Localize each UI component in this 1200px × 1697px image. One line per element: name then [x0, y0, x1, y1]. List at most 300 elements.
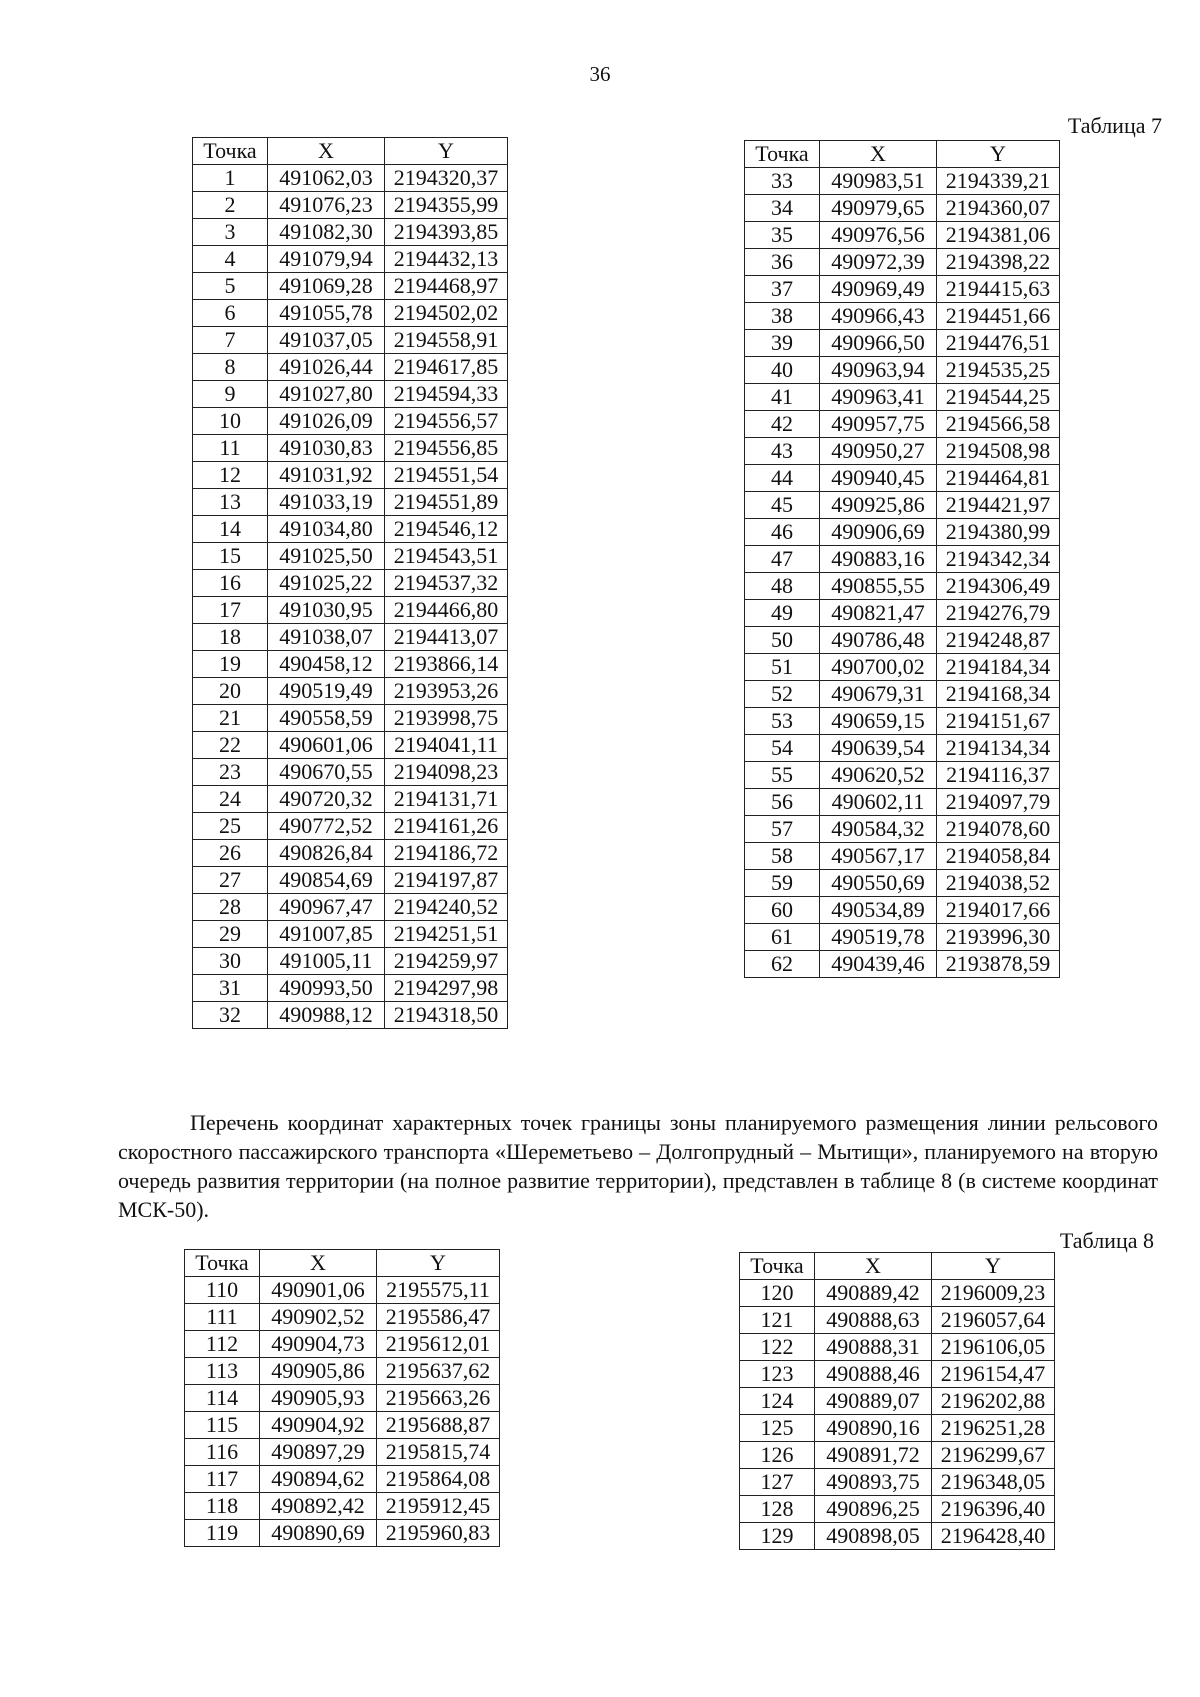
cell-point: 12	[193, 462, 268, 489]
cell-x: 490897,29	[260, 1439, 377, 1466]
cell-point: 34	[745, 195, 820, 222]
cell-point: 14	[193, 516, 268, 543]
table-row	[193, 543, 508, 570]
table-row	[185, 1385, 500, 1412]
table-row	[185, 1277, 500, 1304]
cell-x: 490901,06	[260, 1277, 377, 1304]
cell-x: 490966,43	[820, 303, 937, 330]
header-y: Y	[937, 141, 1060, 168]
cell-x: 490550,69	[820, 870, 937, 897]
cell-y: 2194161,26	[385, 813, 508, 840]
cell-point: 44	[745, 465, 820, 492]
header-y: Y	[377, 1250, 500, 1277]
header-x: X	[815, 1253, 932, 1280]
table-row	[193, 705, 508, 732]
cell-point: 30	[193, 948, 268, 975]
cell-y: 2194251,51	[385, 921, 508, 948]
cell-x: 490957,75	[820, 411, 937, 438]
header-y: Y	[932, 1253, 1055, 1280]
cell-y: 2194381,06	[937, 222, 1060, 249]
header-point: Точка	[740, 1253, 815, 1280]
table-row	[193, 624, 508, 651]
cell-y: 2196106,05	[932, 1334, 1055, 1361]
cell-x: 490906,69	[820, 519, 937, 546]
table-row	[740, 1496, 1055, 1523]
cell-y: 2195688,87	[377, 1412, 500, 1439]
cell-y: 2194466,80	[385, 597, 508, 624]
table-row	[193, 408, 508, 435]
cell-x: 491037,05	[268, 327, 385, 354]
cell-x: 491076,23	[268, 192, 385, 219]
cell-y: 2194116,37	[937, 762, 1060, 789]
cell-x: 490458,12	[268, 651, 385, 678]
table-row	[745, 249, 1060, 276]
cell-point: 17	[193, 597, 268, 624]
cell-y: 2194240,52	[385, 894, 508, 921]
cell-point: 116	[185, 1439, 260, 1466]
cell-y: 2194360,07	[937, 195, 1060, 222]
table7-caption: Таблица 7	[1067, 113, 1162, 138]
cell-y: 2195612,01	[377, 1331, 500, 1358]
cell-x: 490905,86	[260, 1358, 377, 1385]
cell-point: 2	[193, 192, 268, 219]
cell-point: 41	[745, 384, 820, 411]
cell-y: 2194078,60	[937, 816, 1060, 843]
header-point: Точка	[185, 1250, 260, 1277]
table-row	[185, 1466, 500, 1493]
cell-x: 490940,45	[820, 465, 937, 492]
cell-y: 2196154,47	[932, 1361, 1055, 1388]
cell-x: 490888,31	[815, 1334, 932, 1361]
cell-y: 2194186,72	[385, 840, 508, 867]
cell-y: 2194355,99	[385, 192, 508, 219]
table-row	[745, 546, 1060, 573]
cell-y: 2194502,02	[385, 300, 508, 327]
cell-point: 20	[193, 678, 268, 705]
table-row	[745, 816, 1060, 843]
cell-y: 2194556,57	[385, 408, 508, 435]
table-row	[193, 219, 508, 246]
cell-y: 2194097,79	[937, 789, 1060, 816]
table-row	[193, 570, 508, 597]
table-row	[193, 921, 508, 948]
cell-point: 62	[745, 951, 820, 978]
cell-point: 31	[193, 975, 268, 1002]
cell-y: 2193866,14	[385, 651, 508, 678]
cell-x: 491027,80	[268, 381, 385, 408]
cell-point: 119	[185, 1520, 260, 1547]
table-row	[193, 813, 508, 840]
cell-x: 490904,92	[260, 1412, 377, 1439]
table-row	[193, 732, 508, 759]
table-row	[185, 1358, 500, 1385]
cell-x: 490534,89	[820, 897, 937, 924]
cell-point: 42	[745, 411, 820, 438]
cell-point: 26	[193, 840, 268, 867]
table-row	[193, 462, 508, 489]
cell-point: 112	[185, 1331, 260, 1358]
cell-y: 2195912,45	[377, 1493, 500, 1520]
cell-y: 2196009,23	[932, 1280, 1055, 1307]
cell-point: 124	[740, 1388, 815, 1415]
cell-y: 2195575,11	[377, 1277, 500, 1304]
table-row	[193, 894, 508, 921]
cell-x: 491082,30	[268, 219, 385, 246]
cell-point: 57	[745, 816, 820, 843]
cell-y: 2194058,84	[937, 843, 1060, 870]
cell-y: 2196396,40	[932, 1496, 1055, 1523]
cell-y: 2195960,83	[377, 1520, 500, 1547]
cell-x: 491034,80	[268, 516, 385, 543]
table-row	[193, 1002, 508, 1029]
table-row	[745, 303, 1060, 330]
cell-x: 491038,07	[268, 624, 385, 651]
table-row	[745, 681, 1060, 708]
cell-point: 21	[193, 705, 268, 732]
table-row	[745, 195, 1060, 222]
cell-y: 2196428,40	[932, 1523, 1055, 1550]
table-row	[745, 168, 1060, 195]
cell-point: 36	[745, 249, 820, 276]
cell-y: 2194184,34	[937, 654, 1060, 681]
cell-x: 490720,32	[268, 786, 385, 813]
cell-point: 121	[740, 1307, 815, 1334]
cell-point: 33	[745, 168, 820, 195]
cell-x: 490972,39	[820, 249, 937, 276]
table-row	[185, 1520, 500, 1547]
cell-point: 28	[193, 894, 268, 921]
cell-x: 491062,03	[268, 165, 385, 192]
cell-point: 61	[745, 924, 820, 951]
cell-point: 117	[185, 1466, 260, 1493]
cell-point: 123	[740, 1361, 815, 1388]
cell-point: 29	[193, 921, 268, 948]
cell-point: 52	[745, 681, 820, 708]
cell-y: 2194248,87	[937, 627, 1060, 654]
cell-y: 2194413,07	[385, 624, 508, 651]
cell-point: 50	[745, 627, 820, 654]
cell-x: 490893,75	[815, 1469, 932, 1496]
cell-x: 490891,72	[815, 1442, 932, 1469]
cell-point: 55	[745, 762, 820, 789]
cell-y: 2194535,25	[937, 357, 1060, 384]
cell-point: 60	[745, 897, 820, 924]
table-row	[193, 435, 508, 462]
cell-point: 46	[745, 519, 820, 546]
cell-point: 43	[745, 438, 820, 465]
cell-y: 2194297,98	[385, 975, 508, 1002]
table-row	[193, 759, 508, 786]
cell-x: 490700,02	[820, 654, 937, 681]
cell-x: 491033,19	[268, 489, 385, 516]
cell-point: 32	[193, 1002, 268, 1029]
cell-x: 490854,69	[268, 867, 385, 894]
cell-x: 491031,92	[268, 462, 385, 489]
cell-y: 2194038,52	[937, 870, 1060, 897]
cell-x: 490772,52	[268, 813, 385, 840]
cell-x: 490519,49	[268, 678, 385, 705]
header-y: Y	[385, 138, 508, 165]
cell-x: 490567,17	[820, 843, 937, 870]
cell-point: 127	[740, 1469, 815, 1496]
cell-point: 45	[745, 492, 820, 519]
cell-point: 1	[193, 165, 268, 192]
table-row	[745, 222, 1060, 249]
cell-x: 491005,11	[268, 948, 385, 975]
cell-x: 491026,44	[268, 354, 385, 381]
cell-x: 490620,52	[820, 762, 937, 789]
cell-point: 122	[740, 1334, 815, 1361]
cell-y: 2194432,13	[385, 246, 508, 273]
cell-x: 490963,41	[820, 384, 937, 411]
table-row	[185, 1412, 500, 1439]
cell-y: 2194508,98	[937, 438, 1060, 465]
cell-y: 2193878,59	[937, 951, 1060, 978]
table-row	[745, 600, 1060, 627]
table-row	[745, 762, 1060, 789]
cell-x: 490976,56	[820, 222, 937, 249]
cell-y: 2194197,87	[385, 867, 508, 894]
table-row	[193, 975, 508, 1002]
cell-point: 49	[745, 600, 820, 627]
cell-point: 110	[185, 1277, 260, 1304]
table-row	[185, 1439, 500, 1466]
cell-x: 490888,46	[815, 1361, 932, 1388]
table-row	[745, 897, 1060, 924]
cell-x: 491007,85	[268, 921, 385, 948]
cell-y: 2194318,50	[385, 1002, 508, 1029]
cell-y: 2194168,34	[937, 681, 1060, 708]
cell-y: 2194543,51	[385, 543, 508, 570]
cell-point: 25	[193, 813, 268, 840]
cell-point: 10	[193, 408, 268, 435]
cell-point: 7	[193, 327, 268, 354]
table-row	[193, 516, 508, 543]
cell-y: 2194306,49	[937, 573, 1060, 600]
table-row	[745, 411, 1060, 438]
cell-x: 490889,07	[815, 1388, 932, 1415]
cell-point: 58	[745, 843, 820, 870]
table-row	[745, 492, 1060, 519]
cell-x: 490902,52	[260, 1304, 377, 1331]
cell-x: 490966,50	[820, 330, 937, 357]
cell-point: 120	[740, 1280, 815, 1307]
cell-x: 490786,48	[820, 627, 937, 654]
cell-point: 39	[745, 330, 820, 357]
cell-y: 2194544,25	[937, 384, 1060, 411]
header-x: X	[260, 1250, 377, 1277]
cell-x: 491069,28	[268, 273, 385, 300]
cell-x: 490601,06	[268, 732, 385, 759]
cell-point: 8	[193, 354, 268, 381]
cell-x: 491025,22	[268, 570, 385, 597]
table-row	[745, 384, 1060, 411]
table-row	[193, 354, 508, 381]
table-row	[193, 381, 508, 408]
cell-y: 2195637,62	[377, 1358, 500, 1385]
table-row	[740, 1442, 1055, 1469]
table-row	[745, 789, 1060, 816]
cell-x: 490639,54	[820, 735, 937, 762]
header-point: Точка	[745, 141, 820, 168]
cell-y: 2194476,51	[937, 330, 1060, 357]
cell-x: 490979,65	[820, 195, 937, 222]
cell-y: 2196057,64	[932, 1307, 1055, 1334]
cell-y: 2194398,22	[937, 249, 1060, 276]
cell-y: 2194393,85	[385, 219, 508, 246]
cell-x: 491055,78	[268, 300, 385, 327]
table-row	[745, 276, 1060, 303]
cell-x: 490963,94	[820, 357, 937, 384]
cell-y: 2194415,63	[937, 276, 1060, 303]
cell-x: 490439,46	[820, 951, 937, 978]
cell-y: 2194276,79	[937, 600, 1060, 627]
table-row	[745, 330, 1060, 357]
cell-x: 490855,55	[820, 573, 937, 600]
cell-x: 491025,50	[268, 543, 385, 570]
header-x: X	[268, 138, 385, 165]
cell-y: 2194617,85	[385, 354, 508, 381]
cell-point: 51	[745, 654, 820, 681]
table-row	[745, 951, 1060, 978]
cell-y: 2194320,37	[385, 165, 508, 192]
cell-x: 490890,69	[260, 1520, 377, 1547]
table-row	[193, 300, 508, 327]
cell-point: 53	[745, 708, 820, 735]
cell-x: 491030,83	[268, 435, 385, 462]
table-row	[193, 678, 508, 705]
cell-y: 2194537,32	[385, 570, 508, 597]
cell-x: 490925,86	[820, 492, 937, 519]
header-x: X	[820, 141, 937, 168]
cell-x: 490519,78	[820, 924, 937, 951]
cell-point: 128	[740, 1496, 815, 1523]
table-row	[745, 627, 1060, 654]
cell-x: 490888,63	[815, 1307, 932, 1334]
cell-point: 18	[193, 624, 268, 651]
table7-left	[192, 137, 508, 1029]
cell-point: 115	[185, 1412, 260, 1439]
table-row	[193, 246, 508, 273]
cell-x: 490670,55	[268, 759, 385, 786]
table-row	[740, 1415, 1055, 1442]
table-row	[745, 654, 1060, 681]
cell-x: 490679,31	[820, 681, 937, 708]
table-row	[193, 786, 508, 813]
cell-point: 48	[745, 573, 820, 600]
cell-y: 2194558,91	[385, 327, 508, 354]
table-row	[740, 1469, 1055, 1496]
table-row	[193, 273, 508, 300]
cell-y: 2194098,23	[385, 759, 508, 786]
cell-point: 35	[745, 222, 820, 249]
table-row	[185, 1304, 500, 1331]
table-row	[745, 843, 1060, 870]
cell-point: 15	[193, 543, 268, 570]
cell-y: 2194546,12	[385, 516, 508, 543]
cell-x: 490889,42	[815, 1280, 932, 1307]
table-row	[740, 1280, 1055, 1307]
table-row	[740, 1361, 1055, 1388]
cell-y: 2195663,26	[377, 1385, 500, 1412]
table-row	[745, 924, 1060, 951]
cell-x: 490821,47	[820, 600, 937, 627]
cell-point: 5	[193, 273, 268, 300]
table-row	[745, 870, 1060, 897]
cell-point: 125	[740, 1415, 815, 1442]
cell-x: 490584,32	[820, 816, 937, 843]
cell-x: 490602,11	[820, 789, 937, 816]
page-number: 36	[589, 62, 611, 86]
cell-x: 490983,51	[820, 168, 937, 195]
cell-point: 38	[745, 303, 820, 330]
cell-point: 19	[193, 651, 268, 678]
cell-x: 490892,42	[260, 1493, 377, 1520]
table-row	[193, 867, 508, 894]
cell-point: 27	[193, 867, 268, 894]
cell-point: 59	[745, 870, 820, 897]
cell-point: 6	[193, 300, 268, 327]
cell-y: 2194556,85	[385, 435, 508, 462]
table-row	[185, 1493, 500, 1520]
table-row	[193, 840, 508, 867]
table-row	[740, 1388, 1055, 1415]
cell-point: 16	[193, 570, 268, 597]
cell-y: 2194134,34	[937, 735, 1060, 762]
cell-y: 2194380,99	[937, 519, 1060, 546]
cell-x: 490659,15	[820, 708, 937, 735]
cell-x: 491079,94	[268, 246, 385, 273]
table8-caption: Таблица 8	[1059, 1228, 1154, 1253]
cell-y: 2194017,66	[937, 897, 1060, 924]
table-row	[745, 357, 1060, 384]
cell-point: 113	[185, 1358, 260, 1385]
cell-point: 24	[193, 786, 268, 813]
table-row	[193, 489, 508, 516]
table-row	[740, 1307, 1055, 1334]
cell-x: 490967,47	[268, 894, 385, 921]
table-row	[193, 192, 508, 219]
table-row	[745, 519, 1060, 546]
cell-point: 9	[193, 381, 268, 408]
cell-y: 2194259,97	[385, 948, 508, 975]
cell-y: 2195864,08	[377, 1466, 500, 1493]
table-row	[193, 327, 508, 354]
cell-point: 40	[745, 357, 820, 384]
cell-y: 2194342,34	[937, 546, 1060, 573]
cell-point: 4	[193, 246, 268, 273]
cell-point: 47	[745, 546, 820, 573]
table8-right	[739, 1252, 1055, 1550]
cell-point: 114	[185, 1385, 260, 1412]
table-row	[745, 573, 1060, 600]
cell-y: 2196348,05	[932, 1469, 1055, 1496]
cell-x: 490993,50	[268, 975, 385, 1002]
cell-x: 490905,93	[260, 1385, 377, 1412]
description-paragraph: Перечень координат характерных точек границы зоны планируемого размещения линии рельсового скоростного пассажирского транспорта «Шереметьево – Долгопрудный – Мытищи», планируемого на вторую очередь развития территории (на полное развитие территории), представлен в таблице 8 (в системе координат МСК-50).	[118, 1110, 1158, 1222]
cell-x: 490950,27	[820, 438, 937, 465]
cell-point: 56	[745, 789, 820, 816]
table-row	[740, 1523, 1055, 1550]
cell-point: 13	[193, 489, 268, 516]
cell-y: 2194551,54	[385, 462, 508, 489]
cell-x: 490896,25	[815, 1496, 932, 1523]
cell-x: 490894,62	[260, 1466, 377, 1493]
table-row	[740, 1334, 1055, 1361]
cell-y: 2194339,21	[937, 168, 1060, 195]
table-row	[193, 597, 508, 624]
cell-x: 490969,49	[820, 276, 937, 303]
